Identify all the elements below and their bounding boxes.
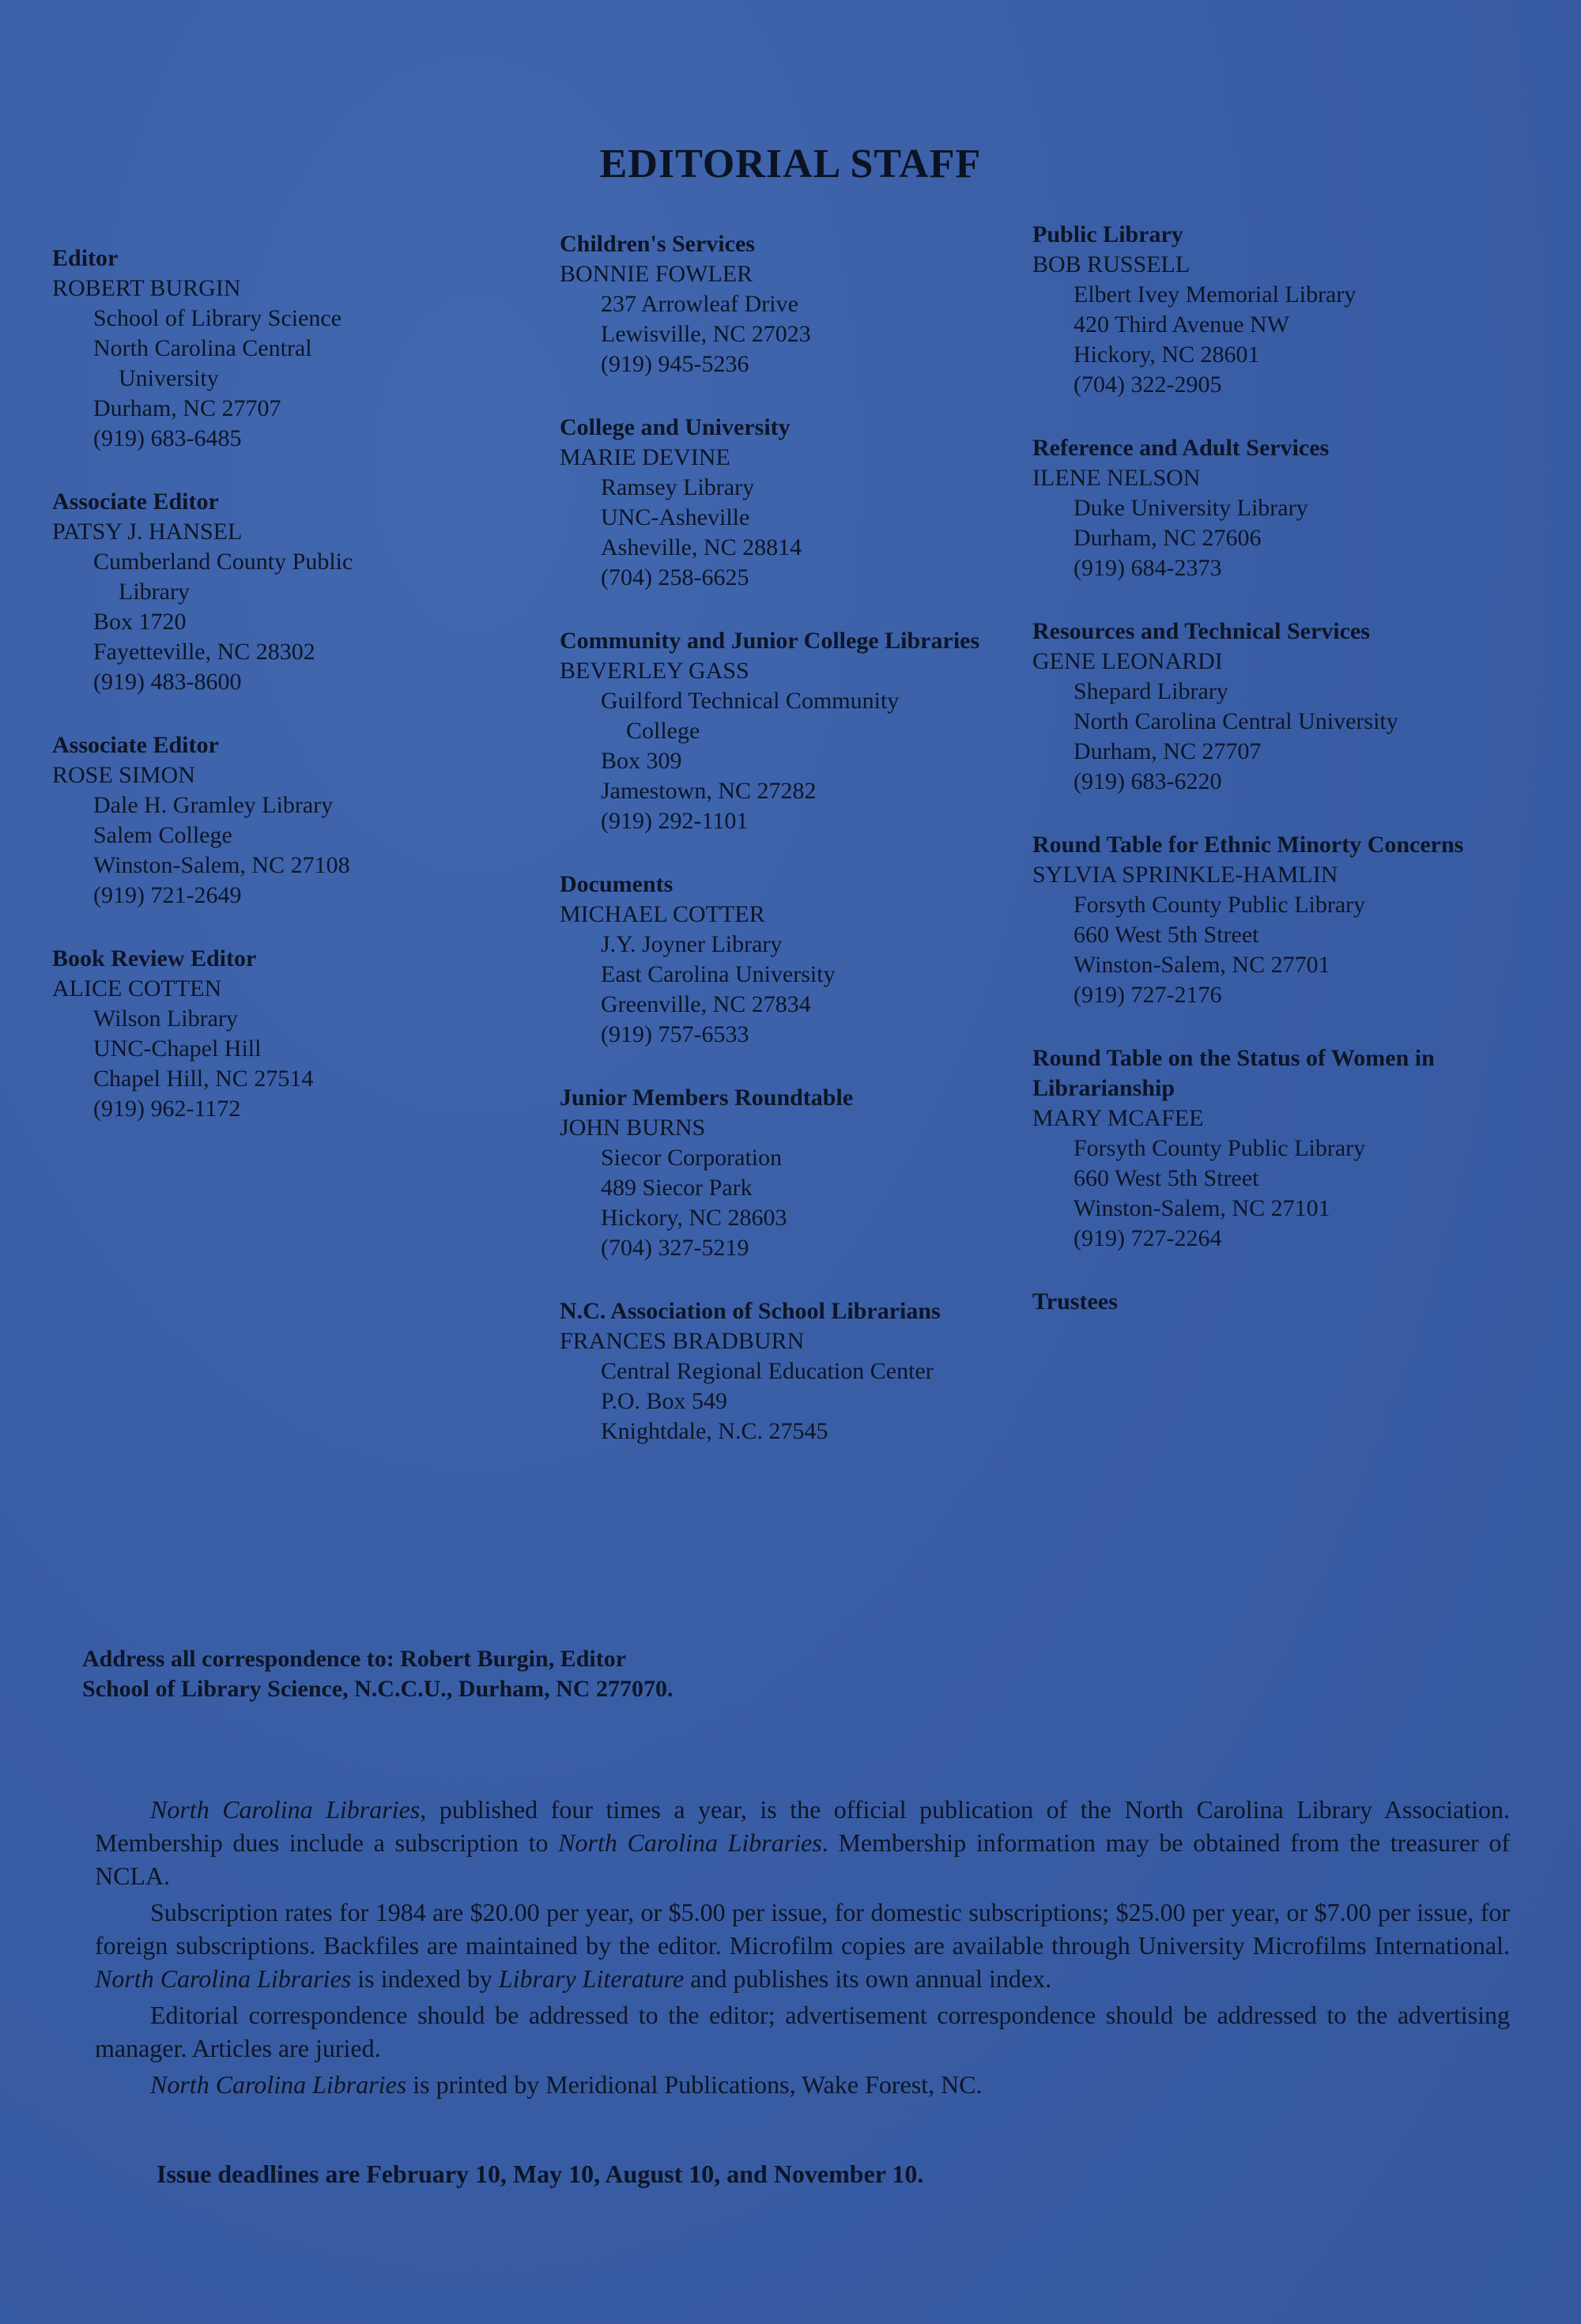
staff-section [560, 870, 1050, 1050]
staff-section [52, 730, 495, 911]
staff-name: ROSE SIMON [52, 762, 195, 788]
section-title: Book Review Editor [52, 945, 257, 971]
address-line: University [119, 365, 219, 391]
staff-section [1032, 617, 1538, 797]
address-line: (919) 727-2176 [1073, 982, 1222, 1008]
address-line: Hickory, NC 28603 [601, 1205, 787, 1231]
section-title: Editor [52, 245, 119, 271]
page-title: EDITORIAL STAFF [599, 141, 982, 187]
address-line: East Carolina University [601, 961, 836, 987]
address-line: (919) 727-2264 [1073, 1225, 1222, 1251]
staff-address [1032, 677, 1538, 797]
staff-address [1032, 890, 1538, 1010]
staff-column-1 [52, 243, 495, 1157]
staff-name: ALICE COTTEN [52, 975, 222, 1002]
staff-section [1032, 1287, 1538, 1317]
staff-section [1032, 220, 1538, 400]
address-line: Lewisville, NC 27023 [601, 321, 811, 347]
address-line: (919) 292-1101 [601, 808, 749, 834]
address-line: (704) 327-5219 [601, 1235, 749, 1261]
address-line: Forsyth County Public Library [1073, 1135, 1366, 1161]
issue-deadlines: Issue deadlines are February 10, May 10, August 10, and November 10. [157, 2160, 924, 2188]
address-line: P.O. Box 549 [601, 1388, 728, 1414]
section-title: College and University [560, 414, 790, 440]
staff-address [560, 1143, 1050, 1263]
address-line: Library [119, 579, 190, 605]
staff-address [1032, 1134, 1538, 1254]
staff-address [560, 473, 1050, 593]
staff-section [560, 413, 1050, 593]
publication-title: Library Literature [498, 1964, 685, 1993]
staff-name: BONNIE FOWLER [560, 261, 753, 287]
staff-section [560, 1083, 1050, 1263]
section-title: N.C. Association of School Librarians [560, 1298, 941, 1324]
address-line: (919) 721-2649 [93, 882, 242, 908]
address-line: North Carolina Central University [1073, 708, 1398, 734]
address-line: (704) 258-6625 [601, 564, 749, 590]
info-paragraph [95, 2068, 1510, 2101]
staff-address [52, 304, 495, 454]
section-title: Children's Services [560, 231, 755, 257]
section-title: Public Library [1032, 221, 1183, 247]
address-line: Ramsey Library [601, 474, 755, 500]
address-line: (919) 683-6485 [93, 425, 242, 451]
address-line: 660 West 5th Street [1073, 922, 1259, 948]
address-line: UNC-Asheville [601, 504, 750, 530]
address-line: Durham, NC 27606 [1073, 525, 1262, 551]
staff-address [52, 1004, 495, 1124]
staff-section [52, 487, 495, 697]
address-line: Asheville, NC 28814 [601, 534, 802, 560]
staff-name: PATSY J. HANSEL [52, 519, 243, 545]
address-line: Dale H. Gramley Library [93, 792, 334, 818]
address-line: 420 Third Avenue NW [1073, 311, 1290, 338]
staff-address [560, 686, 1050, 836]
address-line: (919) 945-5236 [601, 351, 749, 377]
address-line: Winston-Salem, NC 27108 [93, 852, 350, 878]
staff-section [1032, 830, 1538, 1010]
section-title: Resources and Technical Services [1032, 618, 1370, 644]
staff-name: MARIE DEVINE [560, 444, 730, 470]
staff-section [560, 1296, 1050, 1447]
publication-title: North Carolina Libraries [95, 1964, 352, 1993]
section-title: Round Table for Ethnic Minorty Concerns [1032, 832, 1464, 858]
section-title: Reference and Adult Services [1032, 435, 1330, 461]
info-paragraph [95, 1793, 1510, 1892]
staff-column-2 [560, 229, 1050, 1480]
address-line: (919) 757-6533 [601, 1021, 749, 1047]
address-line: Fayetteville, NC 28302 [93, 639, 315, 665]
address-line: Jamestown, NC 27282 [601, 778, 817, 804]
address-line: (919) 483-8600 [93, 669, 242, 695]
staff-address [52, 547, 495, 697]
staff-address [560, 1356, 1050, 1447]
paragraph-text: is printed by Meridional Publications, Wake Forest, NC. [406, 2070, 983, 2099]
address-line: (919) 683-6220 [1073, 768, 1222, 794]
address-line: College [626, 718, 700, 744]
staff-name: ILENE NELSON [1032, 465, 1201, 491]
address-line: J.Y. Joyner Library [601, 931, 783, 957]
section-title: Round Table on the Status of Women in Librarianship [1032, 1045, 1435, 1101]
address-line: Elbert Ivey Memorial Library [1073, 281, 1356, 307]
address-line: Winston-Salem, NC 27101 [1073, 1195, 1330, 1221]
address-line: Box 1720 [93, 609, 187, 635]
staff-name: BOB RUSSELL [1032, 251, 1190, 277]
address-line: Forsyth County Public Library [1073, 892, 1366, 918]
address-line: Guilford Technical Community [601, 688, 900, 714]
address-line: UNC-Chapel Hill [93, 1036, 262, 1062]
section-title: Documents [560, 871, 674, 897]
paragraph-text: is indexed by [351, 1964, 499, 1993]
paragraph-text: , published four times a year, is the official publication of the North Carolina Library Association. Membership dues include a subscription to [95, 1795, 1511, 1857]
address-line: (919) 962-1172 [93, 1096, 241, 1122]
staff-name: MARY MCAFEE [1032, 1105, 1204, 1131]
address-line: Greenville, NC 27834 [601, 991, 811, 1017]
correspondence-line: Address all correspondence to: Robert Burgin, Editor [82, 1646, 627, 1672]
address-line: North Carolina Central [93, 335, 312, 361]
section-title: Community and Junior College Libraries [560, 628, 980, 654]
address-line: Winston-Salem, NC 27701 [1073, 952, 1330, 978]
staff-section [1032, 1043, 1538, 1254]
address-line: (919) 684-2373 [1073, 555, 1222, 581]
section-title: Trustees [1032, 1288, 1118, 1315]
address-line: Cumberland County Public [93, 549, 353, 575]
staff-address [1032, 493, 1538, 583]
publication-info [95, 1793, 1510, 2104]
address-line: Box 309 [601, 748, 682, 774]
staff-section [52, 944, 495, 1124]
staff-name: JOHN BURNS [560, 1115, 706, 1141]
section-title: Associate Editor [52, 489, 219, 515]
address-line: Chapel Hill, NC 27514 [93, 1066, 314, 1092]
staff-name: MICHAEL COTTER [560, 901, 765, 927]
staff-name: SYLVIA SPRINKLE-HAMLIN [1032, 862, 1338, 888]
staff-section [1032, 433, 1538, 583]
address-line: Central Regional Education Center [601, 1358, 934, 1384]
staff-section [52, 243, 495, 454]
publication-title: North Carolina Libraries [558, 1828, 822, 1857]
info-paragraph [95, 1998, 1510, 2065]
publication-title: North Carolina Libraries [150, 1795, 421, 1824]
address-line: Knightdale, N.C. 27545 [601, 1418, 828, 1444]
address-line: Salem College [93, 822, 232, 848]
staff-name: FRANCES BRADBURN [560, 1328, 805, 1354]
staff-section [560, 229, 1050, 379]
correspondence-notice [82, 1644, 1505, 1704]
paragraph-text: . Membership information may be obtained from the treasurer of NCLA. [95, 1828, 1511, 1890]
staff-section [560, 626, 1050, 836]
staff-address [560, 289, 1050, 379]
staff-name: GENE LEONARDI [1032, 648, 1223, 674]
address-line: School of Library Science [93, 305, 342, 331]
address-line: Hickory, NC 28601 [1073, 341, 1260, 368]
address-line: Duke University Library [1073, 495, 1308, 521]
correspondence-line: School of Library Science, N.C.C.U., Durham, NC 277070. [82, 1676, 674, 1702]
paragraph-text: Editorial correspondence should be addressed to the editor; advertisement correspondence should be addressed to the advertising manager. Articles are juried. [95, 2001, 1510, 2062]
section-title: Junior Members Roundtable [560, 1085, 854, 1111]
address-line: (704) 322-2905 [1073, 372, 1222, 398]
address-line: Durham, NC 27707 [1073, 738, 1262, 764]
staff-column-3 [1032, 220, 1538, 1350]
address-line: Wilson Library [93, 1005, 238, 1032]
address-line: 489 Siecor Park [601, 1175, 753, 1201]
address-line: 237 Arrowleaf Drive [601, 291, 798, 317]
publication-title: North Carolina Libraries [150, 2070, 407, 2099]
address-line: Durham, NC 27707 [93, 395, 281, 421]
address-line: Shepard Library [1073, 678, 1228, 704]
staff-name: BEVERLEY GASS [560, 658, 749, 684]
address-line: 660 West 5th Street [1073, 1165, 1259, 1191]
staff-address [52, 790, 495, 911]
staff-name: ROBERT BURGIN [52, 275, 241, 301]
paragraph-text: and publishes its own annual index. [684, 1964, 1052, 1993]
staff-address [560, 930, 1050, 1050]
paragraph-text: Subscription rates for 1984 are $20.00 per year, or $5.00 per issue, for domestic subscriptions; $25.00 per year, or $7.00 per issue, for foreign subscriptions. Backfiles are maintained by the editor. Microfilm copies are available through University Microfilms International. [95, 1898, 1510, 1960]
section-title: Associate Editor [52, 732, 219, 758]
address-line: Siecor Corporation [601, 1145, 783, 1171]
info-paragraph [95, 1896, 1510, 1995]
staff-address [1032, 280, 1538, 400]
